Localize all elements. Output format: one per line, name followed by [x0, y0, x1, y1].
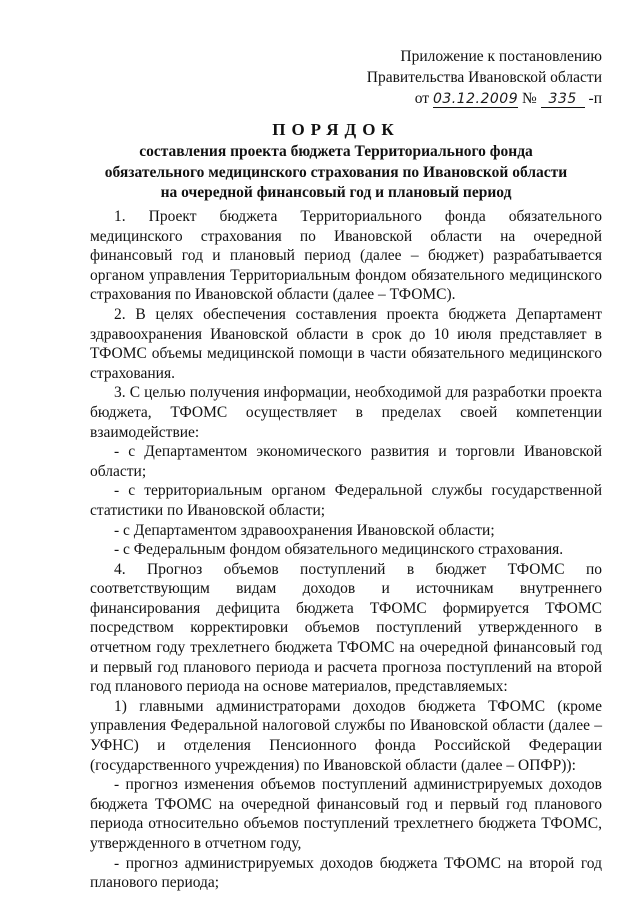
title-line-1: составления проекта бюджета Территориального фонда	[139, 143, 533, 160]
paragraph: 4. Прогноз объемов поступлений в бюджет ТФОМС по соответствующим видам доходов и источникам внутреннего финансирования дефицита бюджета ТФОМС формируется ТФОМС посредством корректировки объемов поступлений утвержденного в отчетном году трехлетнего бюджета ТФОМС на очередной финансовый год и первый год планового периода и расчета прогноза поступлений на второй год планового периода на основе материалов, представляемых:	[90, 560, 602, 696]
list-item: - с территориальным органом Федеральной службы государственной статистики по Ивановской области;	[90, 482, 602, 519]
decree-date: 03.12.2009	[432, 91, 519, 107]
list-item: - с Департаментом экономического развития и торговли Ивановской области;	[90, 443, 602, 480]
list-item: - с Департаментом здравоохранения Ивановской области;	[114, 521, 495, 539]
appendix-line-2: Правительства Ивановской области	[366, 69, 602, 86]
number-suffix: -п	[588, 90, 602, 107]
paragraph: 2. В целях обеспечения составления проекта бюджета Департамент здравоохранения Ивановской области в срок до 10 июля представляет в ТФОМС объемы медицинской помощи в части обязательного медицинского страхования.	[90, 305, 602, 382]
decree-reference	[367, 88, 602, 109]
list-item: - прогноз администрируемых доходов бюджета ТФОМС на второй год планового периода;	[90, 854, 602, 892]
title-line-3: на очередной финансовый год и плановый период	[160, 184, 512, 201]
paragraph: 1) главными администраторами доходов бюджета ТФОМС (кроме управления Федеральной налоговой службы по Ивановской области (далее – УФНС) и отделения Пенсионного фонда Российской Федерации (государственного учреждения) по Ивановской области (далее – ОПФР)):	[90, 697, 602, 774]
title-line-2: обязательного медицинского страхования по Ивановской области	[104, 163, 568, 181]
appendix-header	[367, 46, 602, 109]
document-body	[90, 207, 602, 893]
appendix-line-1: Приложение к постановлению	[400, 48, 602, 65]
paragraph: 3. С целью получения информации, необходимой для разработки проекта бюджета, ТФОМС осуществляет в пределах своей компетенции взаимодействие:	[90, 384, 602, 441]
list-item: - с Федеральным фондом обязательного медицинского страхования.	[114, 541, 564, 559]
number-label: №	[521, 90, 537, 107]
title-main: ПОРЯДОК	[272, 120, 400, 139]
paragraph: 1. Проект бюджета Территориального фонда обязательного медицинского страхования по Ивановской области на очередной финансовый год и плановый период (далее – бюджет) разрабатывается органом управления Территориальным фондом обязательного медицинского страхования по Ивановской области (далее – ТФОМС).	[90, 208, 602, 304]
decree-number: 335	[541, 92, 585, 108]
from-label: от	[414, 90, 430, 107]
document-title	[70, 118, 602, 204]
list-item: - прогноз изменения объемов поступлений администрируемых доходов бюджета ТФОМС на очередной финансовый год и первый год планового периода относительно объемов поступлений трехлетнего бюджета ТФОМС, утвержденного в отчетном году,	[90, 776, 602, 852]
